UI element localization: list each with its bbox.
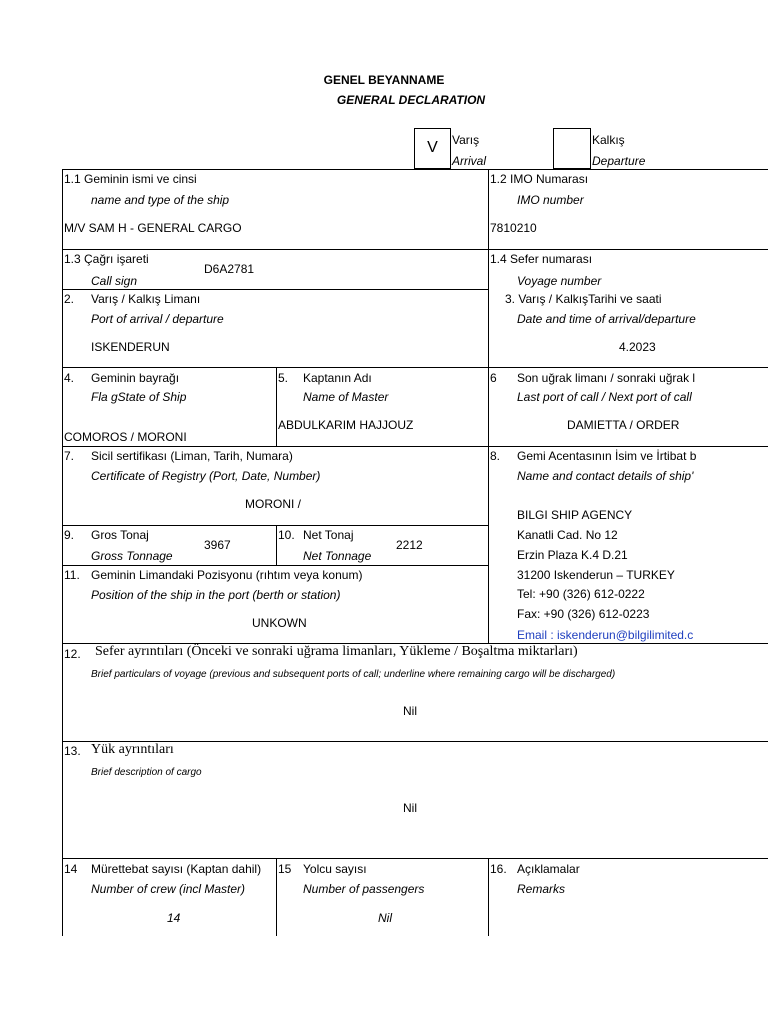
gross-tonnage-label-en: Gross Tonnage [91,549,173,563]
remarks-label-en: Remarks [517,882,566,896]
rule [62,446,768,447]
crew-value: 14 [167,911,181,925]
rule [62,289,488,290]
net-tonnage-label: Net Tonaj [303,528,354,542]
agent-email-link[interactable]: Email : iskenderun@bilgilimited.c [517,628,694,642]
passengers-num: 15 [278,862,292,876]
port-value: ISKENDERUN [91,340,170,354]
agent-fax: Fax: +90 (326) 612-0223 [517,607,650,621]
rule [62,169,63,936]
voyage-details-label: Sefer ayrıntıları (Önceki ve sonraki uğrama limanları, Yükleme / Boşaltma miktarları) [95,644,578,659]
departure-label-en: Departure [592,154,646,168]
rule [276,525,277,565]
ship-name-value: M/V SAM H - GENERAL CARGO [64,221,242,235]
passengers-value: Nil [378,911,392,925]
crew-num: 14 [64,862,78,876]
gross-tonnage-label: Gros Tonaj [91,528,149,542]
page-subtitle: GENERAL DECLARATION [336,93,486,107]
cargo-label-en: Brief description of cargo [91,767,202,778]
rule [62,858,768,859]
agent-num: 8. [490,449,501,463]
position-value: UNKOWN [252,616,307,630]
passengers-label-en: Number of passengers [303,882,425,896]
position-num: 11. [64,568,80,582]
last-port-value: DAMIETTA / ORDER [567,418,680,432]
agent-address-line: 31200 Iskenderun – TURKEY [517,568,675,582]
registry-label-en: Certificate of Registry (Port, Date, Number) [91,469,321,483]
master-label-en: Name of Master [303,390,389,404]
cargo-label: Yük ayrıntıları [91,742,174,757]
rule [276,858,277,936]
port-label: Varış / Kalkış Limanı [91,292,201,306]
ship-name-label: 1.1 Geminin ismi ve cinsi [64,172,197,186]
voyage-details-label-en: Brief particulars of voyage (previous and subsequent ports of call; underline where remaining cargo will be discharged) [91,669,616,680]
remarks-num: 16. [490,862,507,876]
gross-tonnage-num: 9. [64,528,75,542]
arrival-label: Varış [452,133,480,147]
master-label: Kaptanın Adı [303,371,372,385]
gross-tonnage-value: 3967 [204,538,231,552]
rule [276,367,277,446]
flag-num: 4. [64,371,75,385]
agent-tel: Tel: +90 (326) 612-0222 [517,587,645,601]
imo-label: 1.2 IMO Numarası [490,172,589,186]
rule [62,367,768,368]
voyage-details-num: 12. [64,647,81,661]
rule [488,858,489,936]
arrival-mark: V [427,139,438,156]
agent-label-en: Name and contact details of ship' [517,469,694,483]
imo-value: 7810210 [490,221,537,235]
rule [62,525,488,526]
registry-value: MORONI / [245,497,301,511]
cargo-value: Nil [403,801,417,815]
master-num: 5. [278,371,289,385]
arrival-date-value: 4.2023 [619,340,656,354]
flag-label: Geminin bayrağı [91,371,180,385]
imo-label-en: IMO number [517,193,584,207]
departure-label: Kalkış [592,133,625,147]
crew-label: Mürettebat sayısı (Kaptan dahil) [91,862,262,876]
rule [488,169,489,643]
rule [62,169,768,170]
arrival-date-label-en: Date and time of arrival/departure [517,312,696,326]
rule [62,565,488,566]
position-label-en: Position of the ship in the port (berth or station) [91,588,341,602]
voyage-number-label: 1.4 Sefer numarası [490,252,593,266]
port-num: 2. [64,292,75,306]
agent-address-line: Erzin Plaza K.4 D.21 [517,548,628,562]
position-label: Geminin Limandaki Pozisyonu (rıhtım veya konum) [91,568,363,582]
agent-address-line: Kanatli Cad. No 12 [517,528,618,542]
call-sign-label-en: Call sign [91,274,138,288]
arrival-date-label: 3. Varış / KalkışTarihi ve saati [505,292,662,306]
cargo-num: 13. [64,744,81,758]
flag-label-en: Fla gState of Ship [91,390,187,404]
net-tonnage-label-en: Net Tonnage [303,549,372,563]
arrival-label-en: Arrival [452,154,487,168]
departure-checkbox[interactable] [553,128,591,169]
agent-label: Gemi Acentasının İsim ve İrtibat b [517,449,697,463]
last-port-label-en: Last port of call / Next port of call [517,390,692,404]
master-value: ABDULKARIM HAJJOUZ [278,418,414,432]
voyage-number-label-en: Voyage number [517,274,602,288]
agent-name: BILGI SHIP AGENCY [517,508,633,522]
rule [62,249,768,250]
registry-label: Sicil sertifikası (Liman, Tarih, Numara) [91,449,293,463]
crew-label-en: Number of crew (incl Master) [91,882,246,896]
call-sign-label: 1.3 Çağrı işareti [64,252,149,266]
voyage-details-value: Nil [403,704,417,718]
port-label-en: Port of arrival / departure [91,312,224,326]
passengers-label: Yolcu sayısı [303,862,367,876]
call-sign-value: D6A2781 [204,262,255,276]
remarks-label: Açıklamalar [517,862,580,876]
ship-name-label-en: name and type of the ship [91,193,230,207]
last-port-label: Son uğrak limanı / sonraki uğrak l [517,371,696,385]
net-tonnage-num: 10. [278,528,295,542]
registry-num: 7. [64,449,75,463]
page-title: GENEL BEYANNAME [323,73,445,87]
last-port-num: 6 [490,371,497,385]
net-tonnage-value: 2212 [396,538,423,552]
flag-value: COMOROS / MORONI [64,430,187,444]
